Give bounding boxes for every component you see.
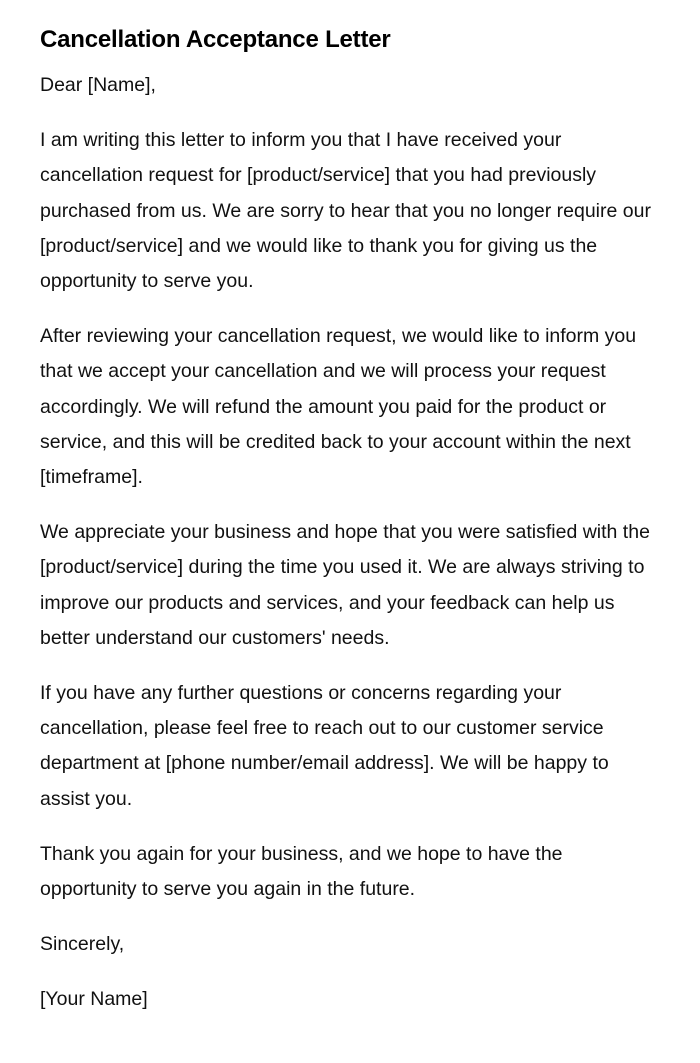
body-paragraph-4: If you have any further questions or concerns regarding your cancellation, please feel free to reach out to our customer service department at [phone number/email address]. We will be happy to assist you. bbox=[40, 682, 609, 810]
body-paragraph-3: We appreciate your business and hope that you were satisfied with the [product/service] during the time you used it. We are always striving to improve our products and services, and your feedback can help us better understand our customers' needs. bbox=[40, 521, 650, 649]
letter-title: Cancellation Acceptance Letter bbox=[40, 26, 391, 53]
closing: Sincerely, bbox=[40, 933, 125, 956]
body-paragraph-2: After reviewing your cancellation request, we would like to inform you that we accept your cancellation and we will process your request accordingly. We will refund the amount you paid for the product or service, and this will be credited back to your account within the next [timeframe]. bbox=[40, 325, 637, 489]
salutation: Dear [Name], bbox=[40, 74, 156, 96]
body-paragraph-5: Thank you again for your business, and we hope to have the opportunity to serve you again in the future. bbox=[40, 842, 563, 901]
signature: [Your Name] bbox=[40, 988, 148, 1011]
body-paragraph-1: I am writing this letter to inform you that I have received your cancellation request for [product/service] that you had previously purchased from us. We are sorry to hear that you no longer require our [product/service] and we would like to thank you for giving us the opportunity to serve you. bbox=[40, 129, 651, 293]
